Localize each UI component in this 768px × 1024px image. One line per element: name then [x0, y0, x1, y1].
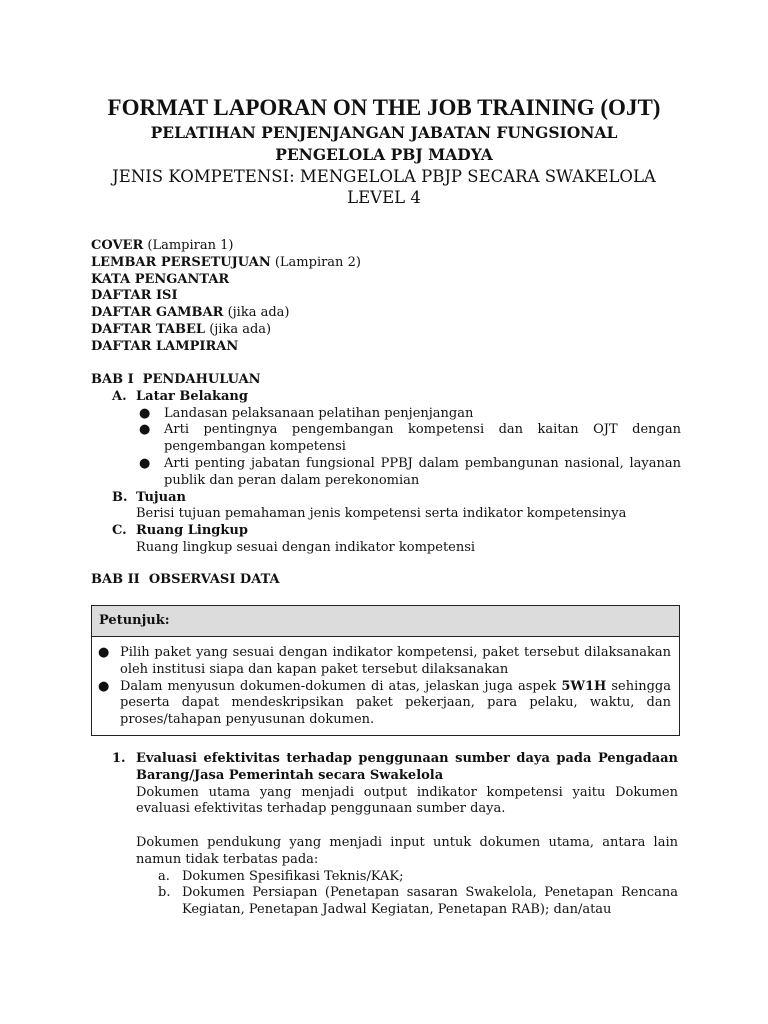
contents-item: [91, 255, 691, 272]
subsection-body: Berisi tujuan pemahaman jenis kompetensi serta indikator kompetensinya: [136, 506, 627, 522]
evaluasi-title: Evaluasi efektivitas terhadap penggunaan sumber daya pada Pengadaan Barang/Jasa Pemerintah secara Swakelola: [136, 751, 678, 783]
contents-item-label: LEMBAR PERSETUJUAN: [91, 254, 271, 270]
subsection-body: Ruang lingkup sesuai dengan indikator kompetensi: [136, 539, 476, 555]
bullet-item: [96, 645, 671, 679]
bab2-heading: [91, 572, 280, 589]
document-subtitle-line2: PENGELOLA PBJ MADYA: [275, 145, 493, 164]
bullet-text-bold: 5W1H: [561, 678, 607, 694]
bab2-title: OBSERVASI DATA: [148, 572, 280, 587]
contents-item: [91, 288, 691, 305]
subsection-title: Latar Belakang: [136, 388, 248, 404]
subsection-letter: A.: [112, 388, 127, 404]
contents-item-label: DAFTAR GAMBAR: [91, 305, 224, 321]
list-item: [136, 885, 678, 919]
contents-item: [91, 339, 691, 356]
contents-item-label: DAFTAR ISI: [91, 288, 178, 304]
bullet-text: Pilih paket yang sesuai dengan indikator kompetensi, paket tersebut dilaksanakan oleh institusi siapa dan kapan paket tersebut dilaksanakan: [120, 645, 671, 677]
title-block: [0, 94, 768, 208]
bab1-subsection-b: [91, 490, 681, 524]
bullet-list: [136, 406, 681, 490]
petunjuk-bullet-list: [96, 645, 671, 729]
bullet-icon: ●: [139, 455, 151, 471]
evaluasi-section: [112, 751, 678, 919]
bullet-text: Landasan pelaksanaan pelatihan penjenjangan: [164, 405, 474, 421]
contents-item: [91, 305, 691, 322]
evaluasi-content: [112, 751, 678, 919]
contents-item: [91, 272, 691, 289]
evaluasi-paragraph-2: Dokumen pendukung yang menjadi input untuk dokumen utama, antara lain namun tidak terbatas pada:: [136, 834, 678, 867]
bab1-subsection-a: [91, 389, 681, 490]
contents-list: [91, 238, 691, 356]
contents-item: [91, 238, 691, 255]
bab1-section: [91, 372, 681, 557]
contents-item: [91, 322, 691, 339]
bullet-item: [136, 422, 681, 456]
competency-line1: JENIS KOMPETENSI: MENGELOLA PBJP SECARA SWAKELOLA: [112, 167, 656, 186]
petunjuk-box: [91, 605, 680, 736]
list-item-text: Dokumen Spesifikasi Teknis/KAK;: [182, 868, 404, 884]
evaluasi-number: 1.: [112, 751, 126, 766]
contents-item-label: DAFTAR TABEL: [91, 321, 206, 337]
bullet-icon: ●: [98, 645, 110, 660]
contents-item-label: KATA PENGANTAR: [91, 271, 230, 287]
bab1-title: PENDAHULUAN: [142, 372, 261, 387]
bab1-heading: [91, 372, 681, 389]
contents-item-note: (Lampiran 1): [143, 238, 234, 253]
evaluasi-paragraph-1: Dokumen utama yang menjadi output indikator kompetensi yaitu Dokumen evaluasi efektivitas terhadap penggunaan sumber daya.: [136, 784, 678, 817]
subsection-title: Tujuan: [136, 489, 186, 505]
bullet-item: [96, 679, 671, 729]
contents-item-label: DAFTAR LAMPIRAN: [91, 338, 239, 354]
document-title: FORMAT LAPORAN ON THE JOB TRAINING (OJT): [107, 95, 661, 120]
bab1-label: BAB I: [91, 372, 134, 387]
petunjuk-body: [92, 637, 679, 735]
bullet-icon: ●: [98, 678, 110, 694]
competency-line2: LEVEL 4: [347, 188, 421, 207]
contents-item-label: COVER: [91, 238, 144, 253]
bullet-text-post: sehingga peserta dapat mendeskripsikan paket pekerjaan, para pelaku, waktu, dan proses/tahapan penyusunan dokumen.: [120, 678, 671, 728]
bullet-item: [136, 406, 681, 423]
bullet-text: Arti penting jabatan fungsional PPBJ dalam pembangunan nasional, layanan publik dan peran dalam perekonomian: [164, 455, 681, 488]
petunjuk-heading: Petunjuk:: [92, 606, 679, 637]
bab2-label: BAB II: [91, 572, 140, 587]
contents-item-note: (Lampiran 2): [270, 254, 361, 270]
document-list: [136, 869, 678, 919]
bullet-item: [136, 456, 681, 490]
subsection-letter: C.: [112, 523, 127, 539]
subsection-title: Ruang Lingkup: [136, 523, 248, 539]
bullet-text-pre: Dalam menyusun dokumen-dokumen di atas, jelaskan juga aspek: [120, 678, 562, 694]
list-item-letter: a.: [158, 868, 170, 884]
bab1-subsection-c: [91, 523, 681, 557]
bullet-icon: ●: [139, 422, 151, 438]
subsection-letter: B.: [112, 489, 128, 505]
list-item-text: Dokumen Persiapan (Penetapan sasaran Swakelola, Penetapan Rencana Kegiatan, Penetapan Jadwal Kegiatan, Penetapan RAB); dan/atau: [182, 885, 678, 918]
list-item-letter: b.: [158, 885, 171, 901]
bullet-text: Arti pentingnya pengembangan kompetensi dan kaitan OJT dengan pengembangan kompetensi: [164, 422, 681, 455]
contents-item-note: (jika ada): [205, 321, 272, 337]
document-subtitle-line1: PELATIHAN PENJENJANGAN JABATAN FUNGSIONAL: [150, 123, 618, 142]
contents-item-note: (jika ada): [223, 305, 290, 321]
bullet-icon: ●: [139, 405, 151, 421]
list-item: [136, 869, 678, 886]
